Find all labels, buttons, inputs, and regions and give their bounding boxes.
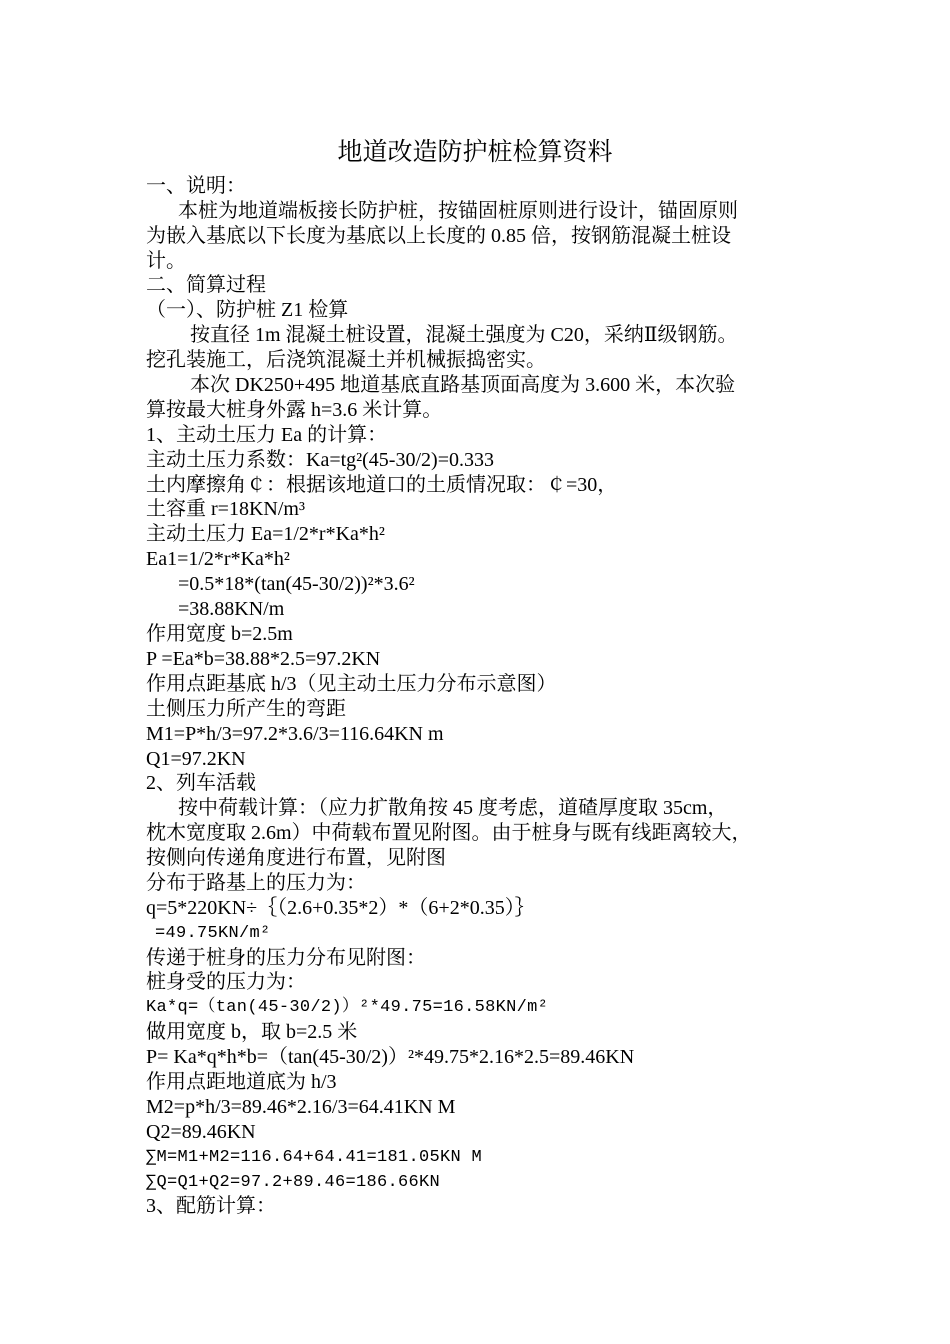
paragraph-line: 为嵌入基底以下长度为基底以上长度的 0.85 倍，按钢筋混凝土桩设 bbox=[146, 225, 731, 247]
formula-line: 作用宽度 b=2.5m bbox=[146, 623, 293, 645]
formula-line: 土内摩擦角￠：根据该地道口的土质情况取：￠=30， bbox=[146, 474, 618, 496]
paragraph-line: 挖孔装施工，后浇筑混凝土并机械振捣密实。 bbox=[146, 349, 546, 371]
formula-line: P =Ea*b=38.88*2.5=97.2KN bbox=[146, 648, 381, 670]
paragraph-line: 传递于桩身的压力分布见附图： bbox=[146, 947, 426, 969]
subheading-train-load: 2、列车活载 bbox=[146, 772, 256, 794]
subheading-reinforcement: 3、配筋计算： bbox=[146, 1195, 276, 1217]
formula-line: Q1=97.2KN bbox=[146, 748, 246, 770]
paragraph-line: 计。 bbox=[146, 250, 186, 272]
paragraph-line: 按直径 1m 混凝土桩设置，混凝土强度为 C20，采纳Ⅱ级钢筋。 bbox=[190, 324, 738, 346]
formula-line: ∑M=M1+M2=116.64+64.41=181.05KN M bbox=[146, 1148, 483, 1167]
formula-line: 作用点距地道底为 h/3 bbox=[146, 1071, 337, 1093]
paragraph-line: 本桩为地道端板接长防护桩，按锚固桩原则进行设计，锚固原则 bbox=[178, 200, 738, 222]
formula-line: Ka*q=（tan(45-30/2)）²*49.75=16.58KN/m² bbox=[146, 998, 549, 1017]
paragraph-line: 本次 DK250+495 地道基底直路基顶面高度为 3.600 米，本次验 bbox=[190, 374, 736, 396]
section-heading-calculation: 二、简算过程 bbox=[146, 274, 266, 296]
formula-line: =0.5*18*(tan(45-30/2))²*3.6² bbox=[178, 573, 415, 595]
paragraph-line: 分布于路基上的压力为： bbox=[146, 872, 366, 894]
paragraph-line: 按侧向传递角度进行布置，见附图 bbox=[146, 847, 446, 869]
formula-line: 作用点距基底 h/3（见主动土压力分布示意图） bbox=[146, 673, 557, 695]
formula-line: ∑Q=Q1+Q2=97.2+89.46=186.66KN bbox=[146, 1173, 441, 1192]
formula-line: =38.88KN/m bbox=[178, 598, 285, 620]
formula-line: Q2=89.46KN bbox=[146, 1121, 256, 1143]
subheading-active-earth-pressure: 1、主动土压力 Ea 的计算： bbox=[146, 424, 388, 446]
formula-line: Ea1=1/2*r*Ka*h² bbox=[146, 548, 290, 570]
formula-line: q=5*220KN÷｛（2.6+0.35*2）*（6+2*0.35）｝ bbox=[146, 897, 535, 919]
formula-line: P= Ka*q*h*b=（tan(45-30/2)）²*49.75*2.16*2.5=89.46KN bbox=[146, 1046, 635, 1068]
document-title: 地道改造防护桩检算资料 bbox=[337, 139, 613, 166]
formula-line: 土容重 r=18KN/m³ bbox=[146, 498, 305, 520]
paragraph-line: 算按最大桩身外露 h=3.6 米计算。 bbox=[146, 399, 443, 421]
section-heading-explanation: 一、说明： bbox=[146, 175, 246, 197]
formula-line: 主动土压力 Ea=1/2*r*Ka*h² bbox=[146, 523, 385, 545]
formula-line: M1=P*h/3=97.2*3.6/3=116.64KN m bbox=[146, 723, 444, 745]
formula-line: =49.75KN/m² bbox=[155, 924, 271, 943]
paragraph-line: 桩身受的压力为： bbox=[146, 971, 306, 993]
formula-line: M2=p*h/3=89.46*2.16/3=64.41KN M bbox=[146, 1096, 456, 1118]
formula-line: 做用宽度 b，取 b=2.5 米 bbox=[146, 1021, 358, 1043]
formula-line: 主动土压力系数：Ka=tg²(45-30/2)=0.333 bbox=[146, 449, 494, 471]
paragraph-line: 按中荷载计算：（应力扩散角按 45 度考虑，道碴厚度取 35cm， bbox=[178, 797, 728, 819]
formula-line: 土侧压力所产生的弯距 bbox=[146, 698, 346, 720]
paragraph-line: 枕木宽度取 2.6m）中荷载布置见附图。由于桩身与既有线距离较大， bbox=[146, 822, 752, 844]
subsection-heading-z1: （一）、防护桩 Z1 检算 bbox=[146, 299, 349, 321]
